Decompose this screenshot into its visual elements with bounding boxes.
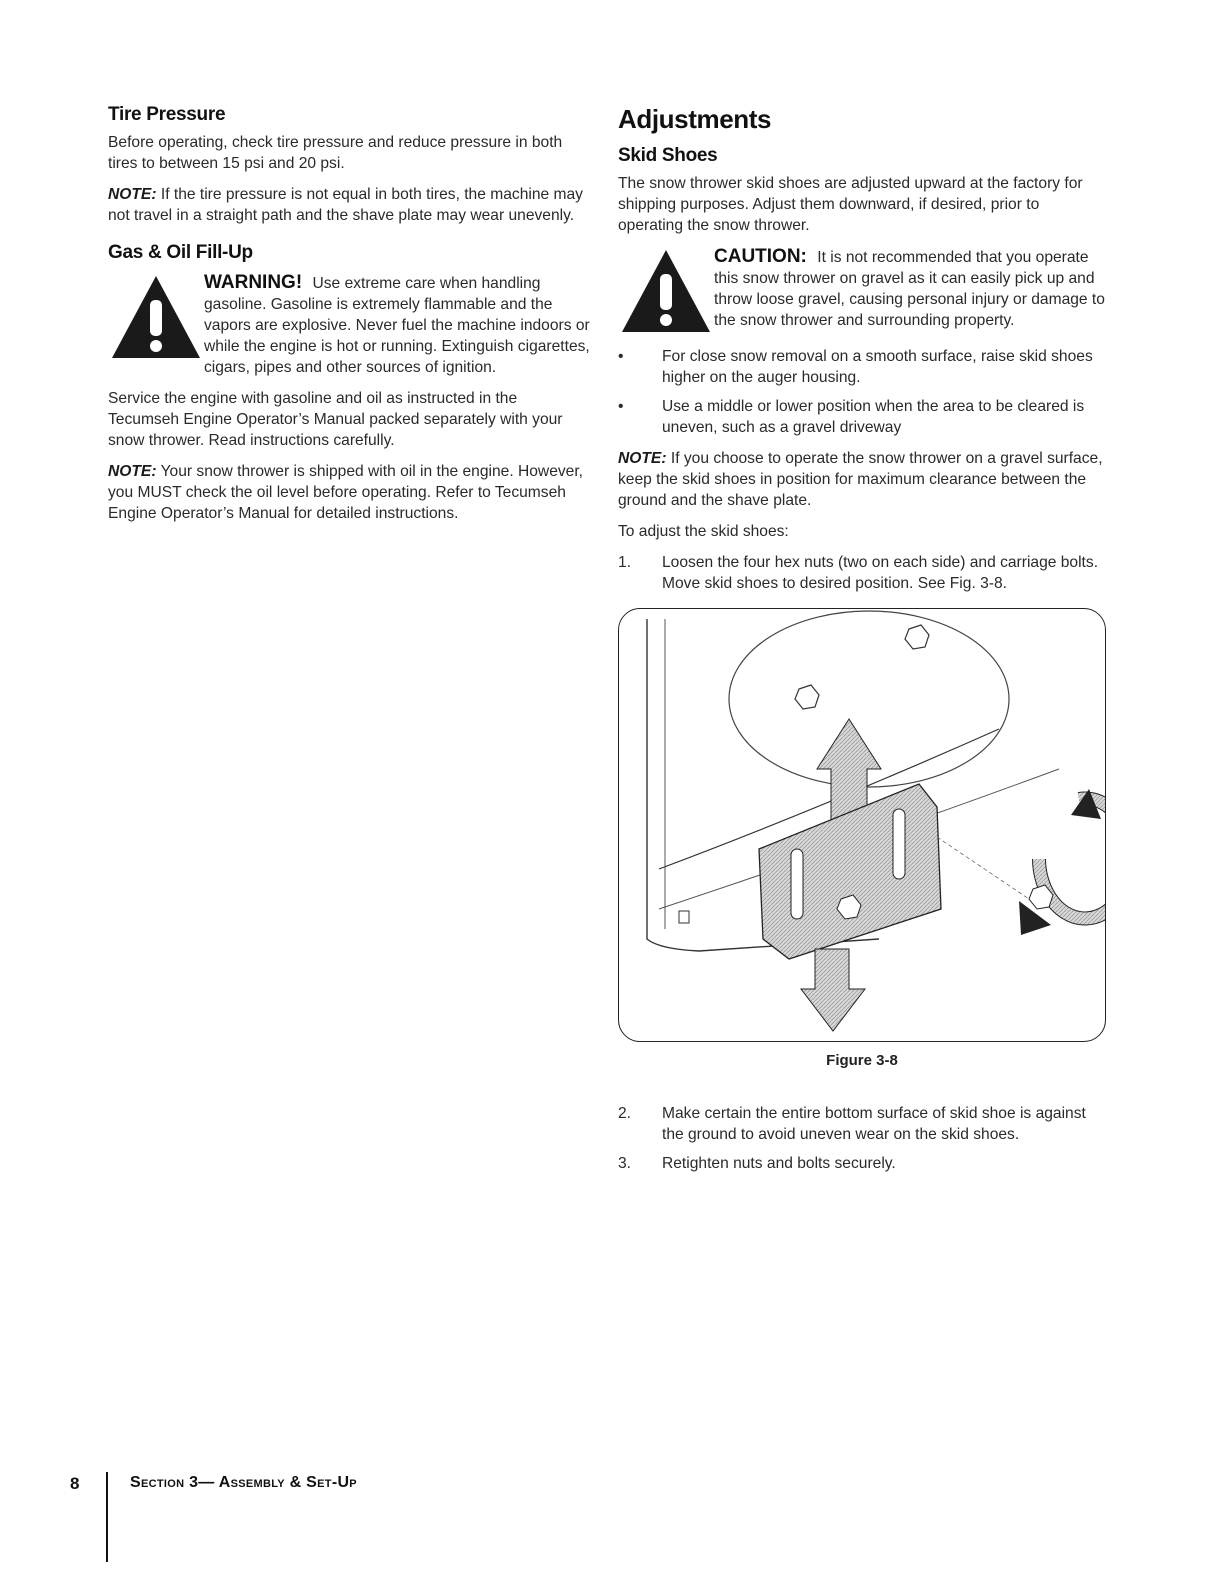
left-column — [108, 104, 590, 534]
step-number: 3. — [618, 1155, 632, 1172]
list-item — [618, 1103, 1106, 1145]
step-text: Retighten nuts and bolts securely. — [662, 1155, 896, 1172]
bullet-text: For close snow removal on a smooth surface, raise skid shoes higher on the auger housing. — [662, 348, 1093, 386]
steps-list-after — [618, 1103, 1106, 1174]
section-title: Section 3— Assembly & Set-Up — [130, 1474, 357, 1491]
skid-shoe-bullets — [618, 346, 1106, 438]
list-item — [618, 346, 1106, 388]
skid-shoes-note — [618, 448, 1106, 511]
list-item — [618, 552, 1106, 594]
note-label: NOTE: — [108, 463, 157, 480]
note-label: NOTE: — [108, 186, 157, 203]
warning-label: WARNING! — [204, 272, 303, 293]
page-footer — [70, 1474, 357, 1562]
note-text: If you choose to operate the snow thrower on a gravel surface, keep the skid shoes in position for maximum clearance between the ground and the shave plate. — [618, 450, 1103, 509]
gas-oil-note — [108, 461, 590, 524]
skid-shoes-heading: Skid Shoes — [618, 145, 718, 166]
list-item — [618, 396, 1106, 438]
note-text: If the tire pressure is not equal in both tires, the machine may not travel in a straight path and the shave plate may wear unevenly. — [108, 186, 583, 224]
tire-pressure-paragraph: Before operating, check tire pressure and reduce pressure in both tires to between 15 psi and 20 psi. — [108, 134, 563, 172]
warning-box — [108, 272, 590, 378]
bullet-marker: • — [618, 348, 624, 365]
page-number: 8 — [70, 1474, 80, 1493]
adjustments-heading: Adjustments — [618, 104, 772, 134]
warning-text: Use extreme care when handling gasoline. Gasoline is extremely flammable and the vapors are explosive. Never fuel the machine indoors or while the engine is hot or running. Extinguish cigarettes, cigars, pipes and other sources of ignition. — [204, 275, 590, 376]
bullet-marker: • — [618, 398, 624, 415]
figure-3-8 — [618, 608, 1106, 1042]
figure-caption: Figure 3-8 — [826, 1052, 898, 1069]
tire-pressure-note — [108, 184, 590, 226]
steps-list-before — [618, 552, 1106, 594]
bullet-text: Use a middle or lower position when the area to be cleared is uneven, such as a gravel driveway — [662, 398, 1085, 436]
tire-pressure-heading: Tire Pressure — [108, 104, 226, 125]
warning-text-block — [204, 272, 590, 378]
gas-oil-paragraph: Service the engine with gasoline and oil as instructed in the Tecumseh Engine Operator’s Manual packed separately with your snow thrower. Read instructions carefully. — [108, 390, 563, 449]
caution-text-block — [714, 246, 1106, 336]
list-item — [618, 1153, 1106, 1174]
right-column — [618, 104, 1106, 1184]
adjust-intro: To adjust the skid shoes: — [618, 523, 789, 540]
caution-text: It is not recommended that you operate this snow thrower on gravel as it can easily pick up and throw loose gravel, causing personal injury or damage to the snow thrower and surrounding property. — [714, 249, 1105, 329]
caution-triangle-icon — [618, 246, 714, 336]
note-text: Your snow thrower is shipped with oil in the engine. However, you MUST check the oil level before operating. Refer to Tecumseh Engine Operator’s Manual for detailed instructions. — [108, 463, 584, 522]
step-number: 1. — [618, 554, 632, 571]
step-text: Make certain the entire bottom surface of skid shoe is against the ground to avoid uneven wear on the skid shoes. — [662, 1105, 1086, 1143]
caution-box — [618, 246, 1106, 336]
note-label: NOTE: — [618, 450, 667, 467]
footer-divider — [106, 1472, 108, 1562]
gas-oil-heading: Gas & Oil Fill-Up — [108, 242, 253, 263]
warning-triangle-icon — [108, 272, 204, 362]
skid-shoe-illustration — [619, 609, 1105, 1041]
step-text: Loosen the four hex nuts (two on each side) and carriage bolts. Move skid shoes to desired position. See Fig. 3-8. — [662, 554, 1099, 592]
step-number: 2. — [618, 1105, 632, 1122]
skid-shoes-paragraph: The snow thrower skid shoes are adjusted upward at the factory for shipping purposes. Adjust them downward, if desired, prior to operating the snow thrower. — [618, 175, 1083, 234]
caution-label: CAUTION: — [714, 246, 807, 267]
